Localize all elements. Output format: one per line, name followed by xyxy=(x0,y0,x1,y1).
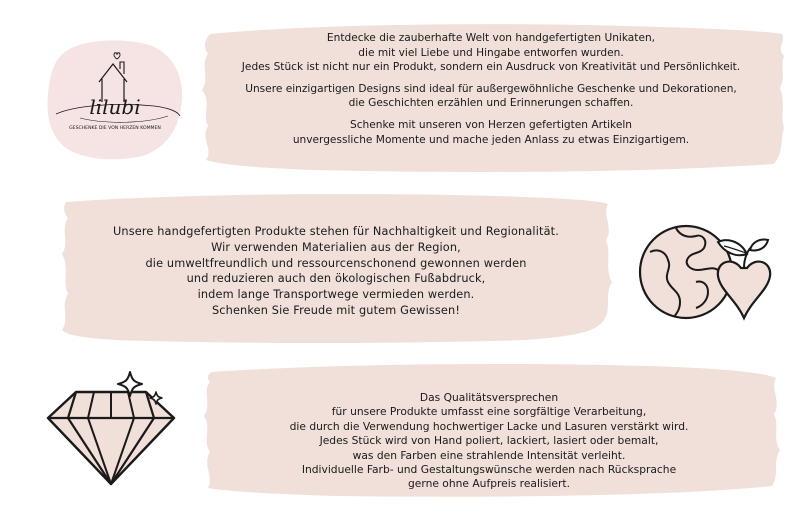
intro-text xyxy=(196,31,786,147)
sustainability-text xyxy=(56,224,616,319)
text-paragraph xyxy=(196,31,786,75)
text-line: Unsere handgefertigten Produkte stehen für Nachhaltigkeit und Regionalität. xyxy=(113,225,559,238)
text-paragraph xyxy=(196,118,786,147)
text-paragraph xyxy=(196,82,786,111)
house-heart-icon xyxy=(44,36,186,160)
text-line: Wir verwenden Materialien aus der Region, xyxy=(211,240,461,254)
text-line: die mit viel Liebe und Hingabe entworfen wurden. xyxy=(358,46,624,59)
intro-section xyxy=(196,18,786,176)
text-line: gerne ohne Aufpreis realisiert. xyxy=(408,477,570,491)
text-line: die umweltfreundlich und ressourcenschonend gewonnen werden xyxy=(145,256,527,270)
globe-heart-apple-icon xyxy=(636,218,776,326)
lilubi-logo xyxy=(44,36,186,160)
text-line: Jedes Stück wird von Hand poliert, lackiert, lasiert oder bemalt, xyxy=(319,434,659,448)
text-line: Schenken Sie Freude mit gutem Gewissen! xyxy=(211,303,461,317)
text-line: Unsere einzigartigen Designs sind ideal für außergewöhnliche Geschenke und Dekorationen, xyxy=(245,82,737,95)
globe-icon-wrapper xyxy=(636,218,776,326)
diamond-icon-wrapper xyxy=(46,370,180,488)
brand-tagline: GESCHENKE DIE VON HERZEN KOMMEN xyxy=(69,126,161,131)
text-line: und reduzieren auch den ökologischen Fußabdruck, xyxy=(186,272,486,286)
text-line: Entdecke die zauberhafte Welt von handgefertigten Unikaten, xyxy=(326,32,656,44)
text-line: Schenke mit unseren von Herzen gefertigten Artikeln xyxy=(350,118,632,131)
diamond-sparkle-icon xyxy=(46,370,180,488)
sustainability-section xyxy=(56,190,616,346)
text-line: indem lange Transportwege vermieden werden. xyxy=(197,288,475,302)
text-line: unvergessliche Momente und mache jeden Anlass zu etwas Einzigartigem. xyxy=(292,133,690,146)
text-line: Das Qualitätsversprechen xyxy=(419,391,559,404)
text-line: was den Farben eine strahlende Intensität verleiht. xyxy=(352,448,626,462)
text-line: Jedes Stück ist nicht nur ein Produkt, sondern ein Ausdruck von Kreativität und Persönlichkeit. xyxy=(241,61,741,74)
text-line: die Geschichten erzählen und Erinnerungen schaffen. xyxy=(348,97,634,110)
quality-text xyxy=(196,391,782,492)
text-line: für unsere Produkte umfasst eine sorgfältige Verarbeitung, xyxy=(331,405,647,419)
quality-section xyxy=(196,360,782,500)
brand-name: lilubi xyxy=(89,95,141,119)
text-line: die durch die Verwendung hochwertiger Lacke und Lasuren verstärkt wird. xyxy=(289,419,689,433)
text-line: Individuelle Farb- und Gestaltungswünsche werden nach Rücksprache xyxy=(301,463,677,477)
